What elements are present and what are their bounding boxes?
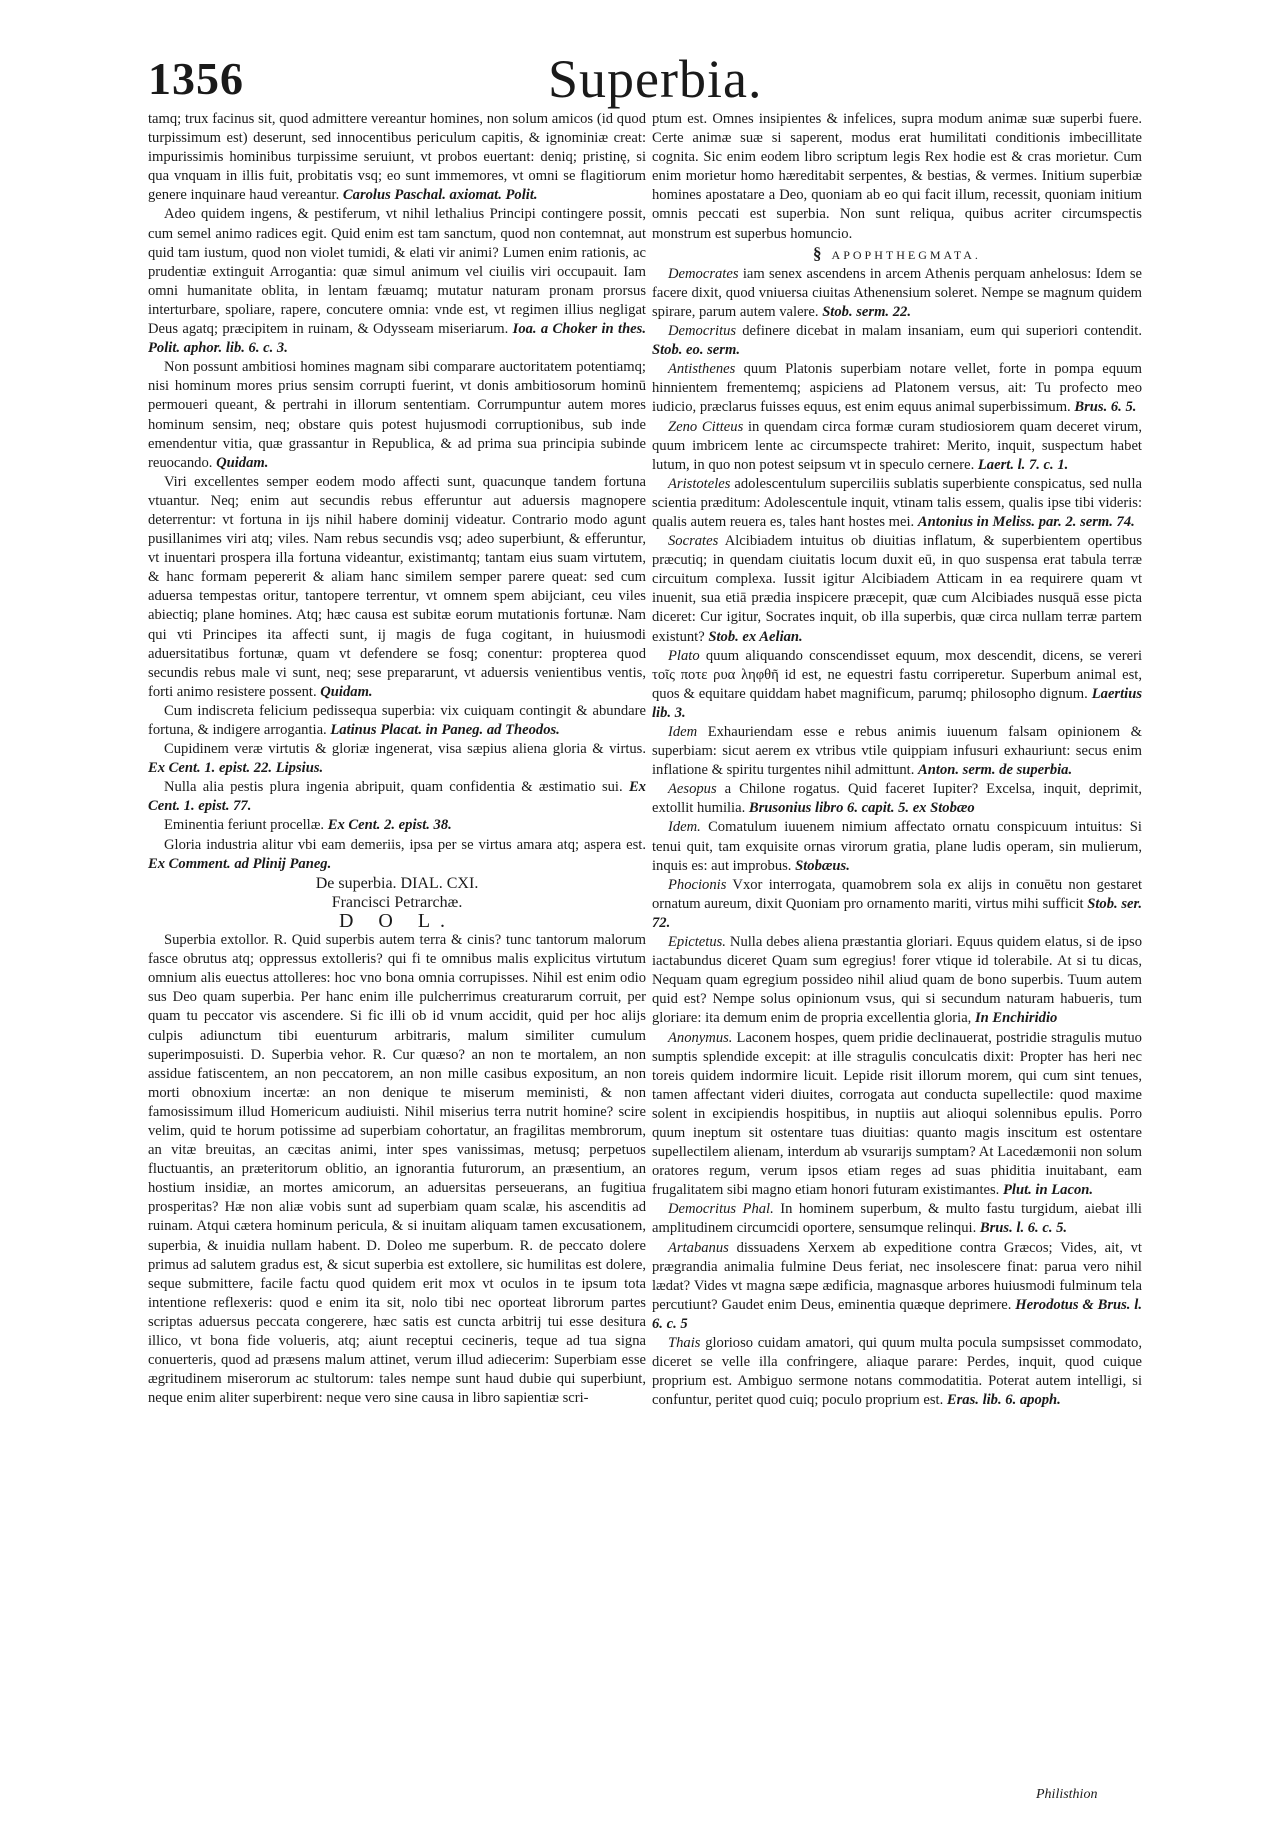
- paragraph-text: Cupidinem veræ virtutis & gloriæ ingenerat, visa sæpius aliena gloria & virtus.: [164, 741, 646, 758]
- apophthegm-entry: [652, 475, 1142, 532]
- paragraph-text: Non possunt ambitiosi homines magnam sibi comparare auctoritatem potentiamq; nisi hominum mores prius sensim corrupti fuerint, vt donis ambitiosorum hominū permoueri queant, & pertrahi in illorum sententiam. Corrumpuntur autem mores hominum sensim, neq; obstare quis potest hujusmodi corruptionibus, sub inde emendentur vitia, quæ grassantur in Republica, & ad prima sua principia subinde reuocando.: [148, 359, 646, 471]
- source-citation: Stob. ex Aelian.: [708, 628, 803, 645]
- apophthegm-entry: [652, 1334, 1142, 1410]
- paragraph: [148, 778, 646, 816]
- paragraph: [148, 740, 646, 778]
- paragraph-text: Viri excellentes semper eodem modo affecti sunt, quacunque tandem fortuna vtuantur. Neq; enim aut secundis rebus efferuntur aut aduersis magnopere deterrentur: vt fortuna in ijs nihil habere dominij videatur. Contrario modo agunt pusillanimes viri atq; viles. Nam rebus secundis vsq; adeo superbiunt, & efferuntur, vt inuentari prospera illa fortuna videantur, existimantq; tantam eius suam virtutem, & hanc formam pepererit & aliam hanc similem semper parere queat: sed cum aduersa tempestas oritur, tantopere terrentur, vt omnem spem abijciant, ceu viles abiectiq; plane homines. Atq; hæc causa est subitæ eorum mutationis fortunæ. Nam qui vti Principes ita affecti sunt, ij magis de fuga cogitant, in huiusmodi aduersitatibus fortunæ, quam vt defendere se fosq; conentur: propterea quod secundis rebus male vi sunt, neq; sese prepararunt, vt aduersis venientibus ventis, forti animo resistere possent.: [148, 473, 646, 700]
- speaker-name: Thais: [668, 1335, 701, 1351]
- paragraph: [148, 205, 646, 358]
- apophthegm-text: Laconem hospes, quem pridie declinauerat, postridie stragulis mutuo sumptis splendide excepit: at ille stragulis conculcatis dixit: Propter has heri nec toreis quidem indormire licuit. Lepide risit illorum morem, qui cum sint tenues, tamen affectant videri diuites, corrogata aut conducta supellectile: quod maxime solent in excipiendis hospitibus, in nuptiis aut alioqui solennibus epulis. Porro quum ineptum sit ostentare tuas diuitias: quanto magis inscitum est ostentare supellectilem alienam, interdum ab vsurarijs sumptam? At Lacedæmonii non solum oratores regum, verum ipsos etiam reges ad suas phiditia inuitabant, eam frugalitatem sibi magno etiam honori futuram existimantes.: [652, 1029, 1142, 1199]
- apophthegm-text: iam senex ascendens in arcem Athenis perquam anhelosus: Idem se facere dixit, quod vniuersa ciuitas Athenensium soleret. Nempe se magnum quidem spirare, parum autem valere.: [652, 265, 1142, 320]
- apophthegm-entry: [652, 532, 1142, 647]
- apophthegm-text: definere dicebat in malam insaniam, eum qui superiori contendit.: [742, 323, 1142, 340]
- source-citation: Stob. serm. 22.: [822, 303, 911, 320]
- speaker-name: Antisthenes: [668, 361, 736, 378]
- source-citation: Ioa. a Choker in thes. Polit. aphor. lib. 6. c. 3.: [148, 321, 646, 357]
- apophthegm-text: quum aliquando conscendisset equum, mox descendit, dicens, se vereri τοῖς ποτε ρυα ληφθῆ id est, ne equestri fastu corriperetur. Superbum animal est, quos & equitare quiddam habet magnificum, parumq; philosopho dignum.: [652, 647, 1142, 702]
- right-paragraphs: [652, 110, 1142, 244]
- speaker-name: Democrates: [668, 265, 739, 282]
- source-citation: Laertius lib. 3.: [652, 685, 1143, 721]
- source-citation: Stob. ser. 72.: [652, 895, 1142, 931]
- speaker-name: Plato: [668, 647, 700, 664]
- source-citation: Antonius in Meliss. par. 2. serm. 74.: [917, 513, 1135, 530]
- source-citation: Brus. 6. 5.: [1074, 399, 1137, 416]
- apophthegm-entry: [652, 647, 1142, 723]
- speaker-name: Epictetus.: [668, 934, 726, 951]
- apophthegm-text: Exhauriendam esse e rebus animis iuuenum falsam opinionem & superbiam: sicut aerem ex vtribus vtile quippiam infusuri exhauriunt: secus enim inflatione & spiritu turgentes nihil admittunt.: [652, 724, 1142, 779]
- paragraph-text: ptum est. Omnes insipientes & infelices, supra modum animæ suæ superbi fuere. Certe animæ suæ si saperent, modus erat humilitati conditionis imbecillitate cognita. Sic enim eodem libro scriptum legis Rex hodie est & cras morietur. Cum enim morietur homo hæreditabit serpentes, & bestias, & vermes. Initium superbiæ homines apostatare a Deo, quoniam ab eo qui facit illum, recessit, quoniam initium omnis peccati est superbia. Non sunt reliqua, quibus acriter circumspectis monstrum est superbus homuncio.: [652, 111, 1142, 242]
- paragraph-text: Gloria industria alitur vbi eam demeriis, ipsa per se virtus amara atq; aspera est.: [164, 836, 646, 853]
- apophthegm-entry: [652, 265, 1142, 322]
- dialog-heading: De superbia. DIAL. CXI.: [315, 874, 479, 892]
- dialog-author: Francisci Petrarchæ.: [331, 893, 463, 911]
- dialog-body: Superbia extollor. R. Quid superbis autem terra & cinis? tunc tantorum malorum fasce obrutus atq; oppressus extolleris? qui fi te omnibus malis explicitus virtutum omnium alis euectus attolleres: hoc vno bona omnia corrupisses. Nihil est enim odio sus Deo quam superbia. Per hanc enim ille pulcherrimus creaturarum corruit, per quam tu peccator vis ascendere. Si fic illi ob id vnum accidit, quid per hoc alijs culpis adiunctum tibi euenturum arbitraris, malum similiter cumulum superimposuisti. D. Superbia vehor. R. Cur quæso? an non te mortalem, an non assidue fatiscentem, an non peccatorem, an non mille casibus expositum, an non morti obnoxium incertæ: an non denique te miserum meministi, & non famosissimum illud Homericum audiuisti. Nihil miserius terra nutrit homine? scire velim, quid te horum potissime ad superbiam cohortatur, an fragilitas membrorum, an vitæ breuitas, an cæcitas animi, inter spes vanissimas, metusq; perpetuos fluctuantis, an præteritorum oblitio, an ignorantia futurorum, an præsentium, an hostium insidiæ, an mortes amicorum, an aduersitas perseuerans, an fugitiua prosperitas? Hæ non aliæ vobis sunt ad superbiam quam scalæ, his ascenditis ad ruinam. Atqui cætera hominum pericula, & si inuitam aliquam tamen excusationem, superbia, & inuidia nullam habent. D. Doleo me superbum. R. de peccato dolere primus ad salutem gradus est, & sicut superbia est extollere, sic humilitas est dolere, seque submittere, facile factu quod quidem erit mox vt oculos in te ipsum tota intentione reflexeris: quod e enim ita sit, nolo tibi nec oporteat librorum partes scriptas aduersus peccata congerere, hæc satis est cuncta arbitrij tui esse desitura illico, vt bona fide volueris, atq; aiunt receptui cecineris, teque ad tua signa conuerteris, quod ad præsens malum attinet, verum illud adiecerim: Superbiam esse ægritudinem miserorum ac stultorum: tales nempe sunt haud dubie qui superbiunt, neque enim aliter superbirent: neque vero sine causa in libro sapientiæ scri-: [148, 932, 646, 1407]
- paragraph: [148, 836, 646, 874]
- apophthegm-entry: [652, 933, 1142, 1028]
- right-column: [652, 110, 1142, 1410]
- source-citation: Ex Cent. 1. epist. 22. Lipsius.: [148, 760, 324, 777]
- source-citation: Herodotus & Brus. l. 6. c. 5: [652, 1296, 1142, 1332]
- section-sign: §: [813, 243, 822, 263]
- speaker-name: Idem.: [668, 819, 701, 836]
- apophthegm-text: glorioso cuidam amatori, qui quum multa pocula sumpsisset commodato, diceret se velle illa confringere, aliaque parare: Perdes, inquit, quod cuique proprium est. Ambiguo sermone notans commodatitia. Poterat autem intelligi, si confuntur, peritet quod cuiq; poculo proprium est.: [652, 1335, 1142, 1409]
- speaker-name: Phocionis: [668, 876, 727, 893]
- apophthegm-text: dissuadens Xerxem ab expeditione contra Græcos; Vides, ait, vt prægrandia animalia fulmine Deus feriat, nec insolescere finat: parua vero nihil lædat? Vides vt magna sæpe ædificia, magnasque arbores huiusmodi fulminum tela percutiunt? Gaudet enim Deus, eminentia quæque deprimere.: [652, 1239, 1142, 1313]
- apophthegm-entry: [652, 780, 1142, 818]
- paragraph-text: Cum indiscreta felicium pedissequa superbia: vix cuiquam contingit & abundare fortuna, & indigere arrogantia.: [148, 702, 646, 738]
- source-citation: Quidam.: [216, 454, 269, 471]
- dialog-speakers: D O L.: [338, 909, 456, 932]
- source-citation: Plut. in Lacon.: [1003, 1182, 1094, 1199]
- apophthegm-text: Vxor interrogata, quamobrem sola ex alijs in conuētu non gestaret ornatum aureum, dixit Quoniam pro ornamento mariti, virtus mihi sufficit: [652, 876, 1142, 912]
- apophthegm-text: Alcibiadem intuitus ob diuitias inflatum, & superbientem opertibus præcutiq; in quendam ciuitatis locum duxit eū, in quo suspensa erat tabula terræ circuitum complexa. Iussit igitur Alcibiadem Atticam in ea requirere quam vt inuenit, sua etiā prædia inspicere præcepit, quæ cum Alcibiades nusquā esse picta diceret: Cur igitur, Socrates inquit, ob illa superbis, quæ circa nullam terræ partem existunt?: [652, 533, 1143, 645]
- source-citation: In Enchiridio: [974, 1010, 1058, 1027]
- source-citation: Laert. l. 7. c. 1.: [977, 456, 1069, 473]
- paragraph-text: tamq; trux facinus sit, quod admittere vereantur homines, non solum amicos (id quod turpissimum est) deserunt, sed innocentibus periculum capitis, & ignominiæ creat: impurissimis hominibus turpissime seruiunt, vt probos euertant: deniq; pristinę, si qua vnquam in illis fuit, probitatis vsq; eo sunt immemores, vt omni se flagitiorum genere inquinare haud vereantur.: [148, 111, 646, 204]
- apophthegm-text: Nulla debes aliena præstantia gloriari. Equus quidem elatus, si de ipso iactabundus diceret Quam sum egregius! forer vtique id tolerabile. At si tu dicas, Nequam quam egregium possideo nihil aliud quam de bono superbis. Tuum autem quid est? Nempe solus opinionum vsus, qui si secundum naturam habueris, tum gloriare: ita demum enim de propria excellentia gloria,: [652, 934, 1142, 1027]
- apophthegm-entry: [652, 723, 1142, 780]
- apophthegmata-list: [652, 265, 1142, 1411]
- source-citation: Carolus Paschal. axiomat. Polit.: [342, 187, 538, 204]
- speaker-name: Aristoteles: [668, 475, 731, 492]
- left-column: [148, 110, 646, 1408]
- apophthegm-text: Comatulum iuuenem nimium affectato ornatu conspicuum intuitus: Si tenui quit, tam exquisite ornas virorum gratia, plane ludis operam, sin mulierum, inquis es: aut improbus.: [652, 819, 1142, 874]
- apophthegm-text: In hominem superbum, & multo fastu turgidum, aiebat illi amplitudinem circumcidi oportere, sensumque relinqui.: [652, 1201, 1142, 1237]
- speaker-name: Democritus: [668, 323, 737, 340]
- source-citation: Anton. serm. de superbia.: [918, 762, 1073, 779]
- apophthegm-text: a Chilone rogatus. Quid faceret Iupiter? Excelsa, inquit, deprimit, extollit humilia.: [652, 781, 1142, 817]
- speaker-name: Idem: [668, 724, 698, 740]
- apophthegm-text: adolescentulum superciliis sublatis superbiente conspicatus, sed nulla scientia præditum: Adolescentule inquit, vtinam talis essem, qualis ipse tibi videris: qualis autem reuera es, tales hant hostes mei.: [652, 475, 1142, 530]
- paragraph: [148, 816, 646, 835]
- source-citation: Quidam.: [320, 683, 373, 700]
- apophthegmata-title: APOPHTHEGMATA.: [831, 247, 981, 262]
- speaker-name: Socrates: [668, 533, 719, 550]
- source-citation: Brus. l. 6. c. 5.: [979, 1220, 1068, 1237]
- speaker-name: Aesopus: [668, 781, 717, 798]
- source-citation: Latinus Placat. in Paneg. ad Theodos.: [330, 722, 560, 738]
- apophthegm-entry: [652, 1200, 1142, 1238]
- apophthegm-entry: [652, 818, 1142, 875]
- catchword: Philisthion: [1036, 1787, 1098, 1802]
- apophthegm-entry: [652, 322, 1142, 360]
- source-citation: Stobæus.: [795, 857, 850, 874]
- apophthegmata-heading: [652, 244, 1142, 265]
- speaker-name: Artabanus: [668, 1239, 729, 1256]
- paragraph: [148, 702, 646, 740]
- paragraph-text: Nulla alia pestis plura ingenia abripuit, quam confidentia & æstimatio sui.: [164, 779, 623, 796]
- apophthegm-entry: [652, 1029, 1142, 1201]
- page-number: 1356: [148, 53, 244, 104]
- apophthegm-entry: [652, 876, 1142, 933]
- paragraph: [148, 110, 646, 205]
- source-citation: Eras. lib. 6. apoph.: [946, 1392, 1061, 1409]
- source-citation: Ex Comment. ad Plinij Paneg.: [148, 855, 332, 872]
- paragraph: [148, 473, 646, 702]
- source-citation: Ex Cent. 2. epist. 38.: [327, 817, 452, 834]
- source-citation: Brusonius libro 6. capit. 5. ex Stobæo: [748, 800, 975, 817]
- speaker-name: Zeno Citteus: [668, 418, 744, 435]
- paragraph-text: Adeo quidem ingens, & pestiferum, vt nihil lethalius Principi contingere possit, cum semel animo radices egit. Quid enim est tam sanctum, quod non contemnat, aut quid tam iustum, quod non violet tumidi, & elati vir animi? Lumen enim rationis, ac prudentiæ extinguit Arrogantia: quæ simul animum vel ciuilis viri occupauit. Iam omni humanitate oblita, in lentam fæuamq; mutatur naturam pronam prorsus interturbare, spoliare, rapere, concutere omnia: vnde est, vt regimen illius negligat Deus agatq; præcipitem in ruinam, & Odysseam miseriarum.: [148, 206, 646, 338]
- running-head: Superbia.: [548, 49, 763, 109]
- apophthegm-entry: [652, 360, 1142, 417]
- apophthegm-text: quum Platonis superbiam notare vellet, forte in pompa equum hinnientem frementemq; aspiciens ad Platonem versus, ait: Tu profecto meo iudicio, præclarus fuisses equus, est enim equus animal superbissimum.: [652, 361, 1142, 416]
- speaker-name: Anonymus.: [668, 1029, 733, 1046]
- paragraph: [652, 110, 1142, 244]
- source-citation: Ex Cent. 1. epist. 77.: [148, 779, 646, 815]
- apophthegm-entry: [652, 1239, 1142, 1334]
- paragraph-text: Eminentia feriunt procellæ.: [164, 817, 325, 834]
- apophthegm-entry: [652, 418, 1142, 475]
- source-citation: Stob. eo. serm.: [652, 342, 740, 359]
- left-paragraphs: [148, 110, 646, 874]
- apophthegm-text: in quendam circa formæ curam studiosiorem quam deceret virum, quum imbricem lente ac circumspecte trahiret: Merito, inquit, suspectum habet lutum, in quo non potest seipsum vt in speculo cernere.: [652, 418, 1142, 473]
- speaker-name: Democritus Phal.: [668, 1201, 774, 1218]
- paragraph: [148, 358, 646, 473]
